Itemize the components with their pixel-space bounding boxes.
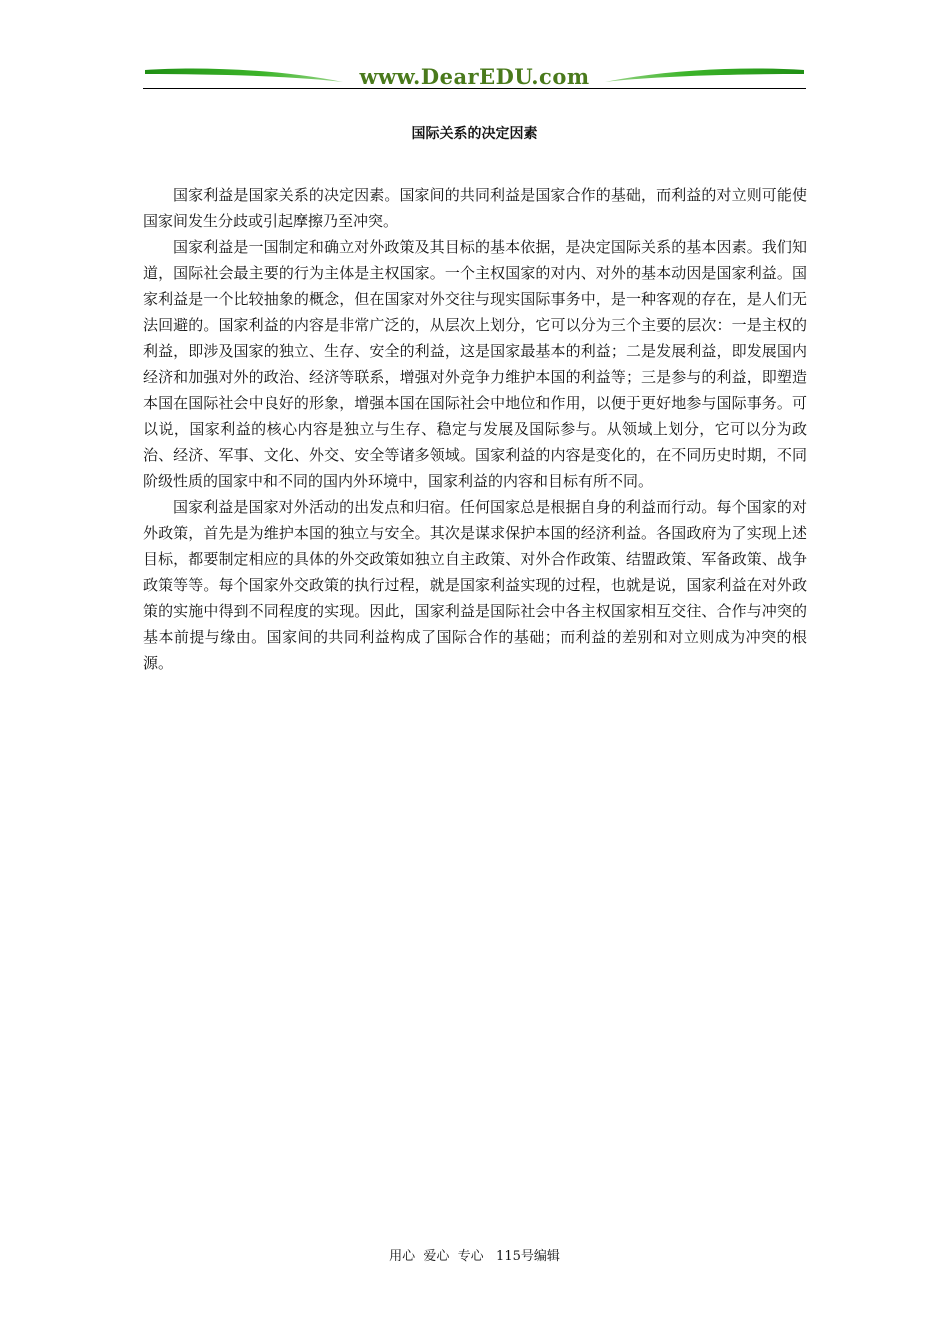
site-logo-text: www.DearEDU.com (359, 64, 590, 89)
document-title: 国际关系的决定因素 (411, 126, 538, 142)
header-divider (143, 88, 806, 89)
paragraph-3: 国家利益是国家对外活动的出发点和归宿。任何国家总是根据自身的利益而行动。每个国家的对外政策，首先是为维护本国的独立与安全。其次是谋求保护本国的经济利益。各国政府为了实现上述目标，都要制定相应的具体的外交政策如独立自主政策、对外合作政策、结盟政策、军备政策、战争政策等等。每个国家外交政策的执行过程，就是国家利益实现的过程，也就是说，国家利益在对外政策的实施中得到不同程度的实现。因此，国家利益是国际社会中各主权国家相互交往、合作与冲突的基本前提与缘由。国家间的共同利益构成了国际合作的基础；而利益的差别和对立则成为冲突的根源。 (143, 498, 807, 672)
document-body (143, 182, 807, 676)
paragraph-1: 国家利益是国家关系的决定因素。国家间的共同利益是国家合作的基础，而利益的对立则可能使国家间发生分歧或引起摩擦乃至冲突。 (143, 186, 807, 230)
page-footer: 用心 爱心 专心 115号编辑 (389, 1249, 560, 1264)
paragraph-2: 国家利益是一国制定和确立对外政策及其目标的基本依据，是决定国际关系的基本因素。我们知道，国际社会最主要的行为主体是主权国家。一个主权国家的对内、对外的基本动因是国家利益。国家利益是一个比较抽象的概念，但在国家对外交往与现实国际事务中，是一种客观的存在，是人们无法回避的。国家利益的内容是非常广泛的，从层次上划分，它可以分为三个主要的层次：一是主权的利益，即涉及国家的独立、生存、安全的利益，这是国家最基本的利益；二是发展利益，即发展国内经济和加强对外的政治、经济等联系，增强对外竞争力维护本国的利益等；三是参与的利益，即塑造本国在国际社会中良好的形象，增强本国在国际社会中地位和作用，以便于更好地参与国际事务。可以说，国家利益的核心内容是独立与生存、稳定与发展及国际参与。从领域上划分，它可以分为政治、经济、军事、文化、外交、安全等诸多领域。国家利益的内容是变化的，在不同历史时期，不同阶级性质的国家中和不同的国内外环境中，国家利益的内容和目标有所不同。 (143, 238, 807, 490)
